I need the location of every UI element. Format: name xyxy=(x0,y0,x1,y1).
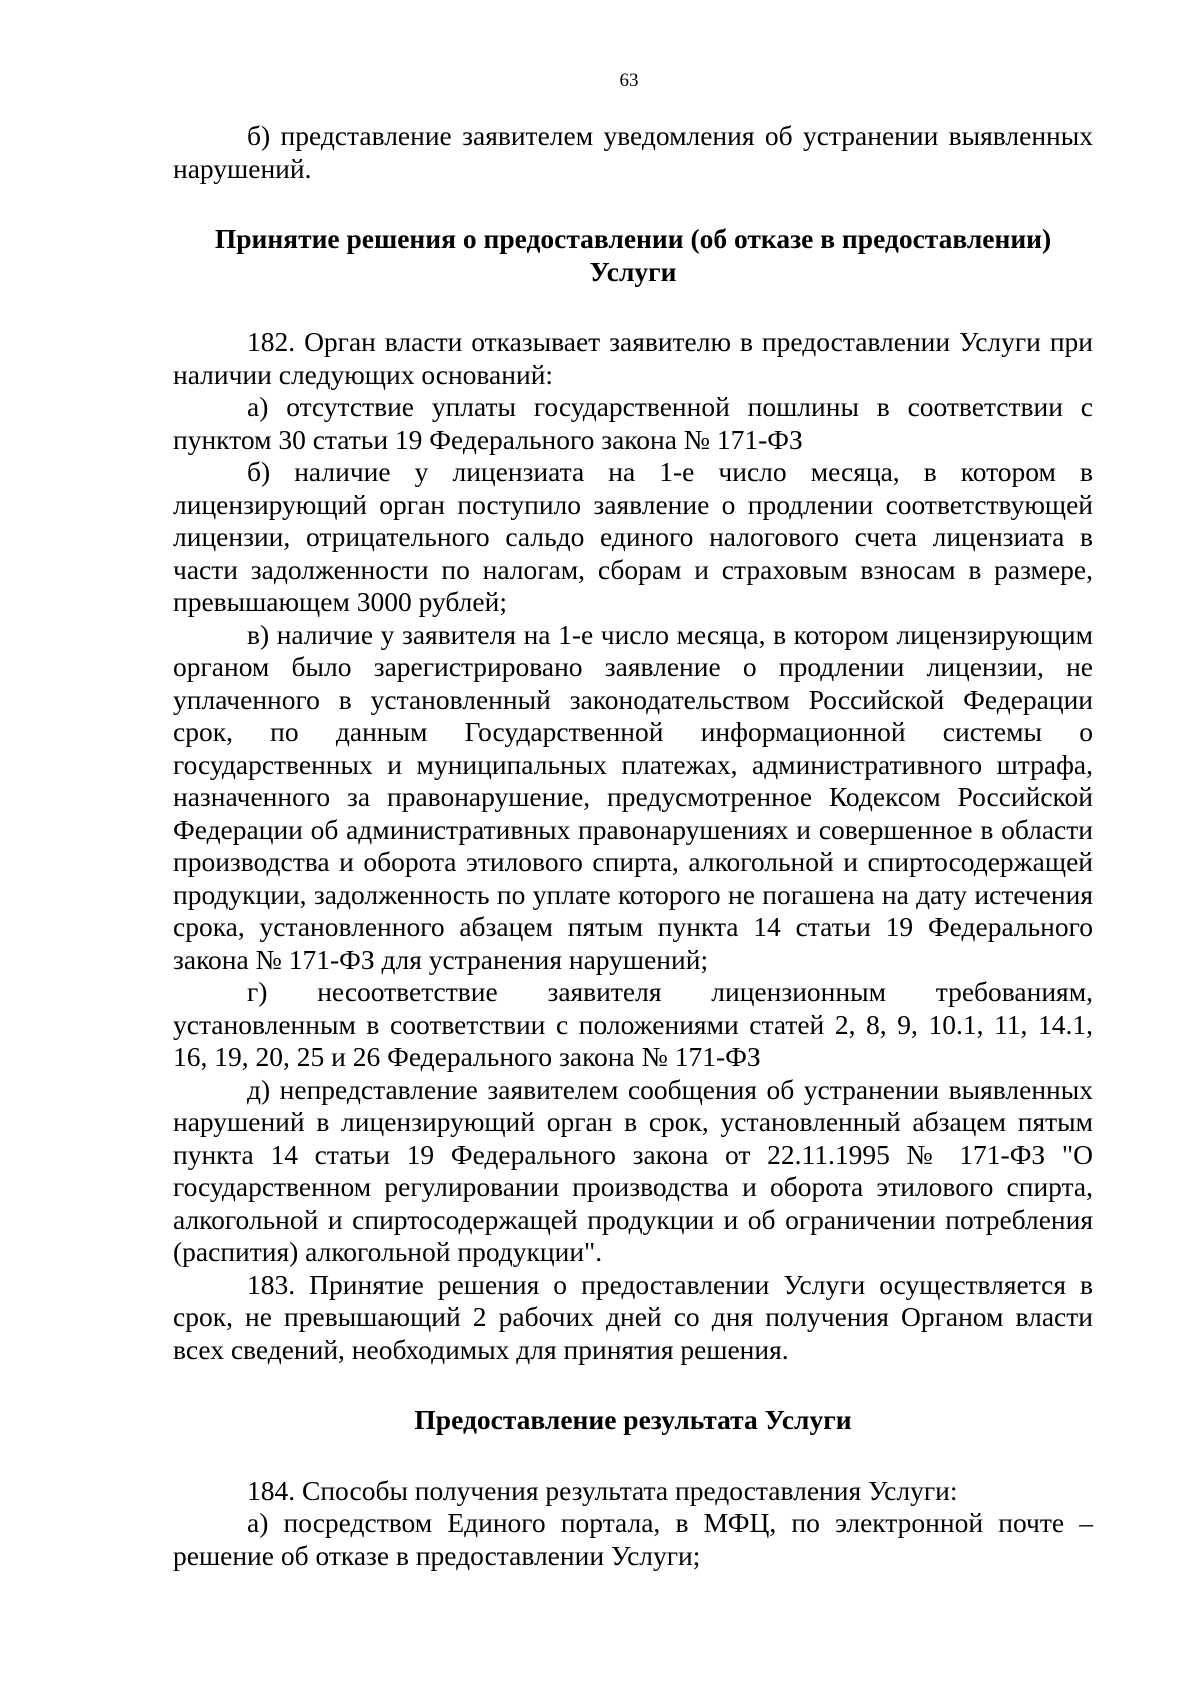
section-heading-decision: Принятие решения о предоставлении (об отказе в предоставлении) Услуги xyxy=(214,223,1052,287)
paragraph-b-notification: б) представление заявителем уведомления об устранении выявленных нарушений. xyxy=(173,120,1093,184)
paragraph-183: 183. Принятие решения о предоставлении Услуги осуществляется в срок, не превышающий 2 рабочих дней со дня получения Органом власти всех сведений, необходимых для принятия решения. xyxy=(173,1268,1093,1365)
document-body xyxy=(173,120,1093,1572)
paragraph-184-a: а) посредством Единого портала, в МФЦ, по электронной почте – решение об отказе в предоставлении Услуги; xyxy=(173,1507,1093,1571)
paragraph-182-b: б) наличие у лицензиата на 1-е число месяца, в котором в лицензирующий орган поступило заявление о продлении соответствующей лицензии, отрицательного сальдо единого налогового счета лицензиата в части задолженности по налогам, сборам и страховым взносам в размере, превышающем 3000 рублей; xyxy=(173,456,1093,617)
paragraph-182-a: а) отсутствие уплаты государственной пошлины в соответствии с пунктом 30 статьи 19 Федерального закона № 171-ФЗ xyxy=(173,391,1093,455)
paragraph-182-g: г) несоответствие заявителя лицензионным требованиям, установленным в соответствии с положениями статей 2, 8, 9, 10.1, 11, 14.1, 16, 19, 20, 25 и 26 Федерального закона № 171-ФЗ xyxy=(173,976,1093,1072)
paragraph-182-d: д) непредставление заявителем сообщения об устранении выявленных нарушений в лицензирующий орган в срок, установленный абзацем пятым пункта 14 статьи 19 Федерального закона от 22.11.1995 № 171-ФЗ "О государственном регулировании производства и оборота этилового спирта, алкогольной и спиртосодержащей продукции и об ограничении потребления (распития) алкогольной продукции". xyxy=(173,1073,1093,1267)
section-heading-result: Предоставление результата Услуги xyxy=(414,1404,852,1435)
paragraph-184: 184. Способы получения результата предоставления Услуги: xyxy=(247,1474,958,1506)
paragraph-182-v: в) наличие у заявителя на 1-е число месяца, в котором лицензирующим органом было зарегистрировано заявление о продлении лицензии, не уплаченного в установленный законодательством Российской Федерации срок, по данным Государственной информационной системы о государственных и муниципальных платежах, административного штрафа, назначенного за правонарушение, предусмотренное Кодексом Российской Федерации об административных правонарушениях и совершенное в области производства и оборота этилового спирта, алкогольной и спиртосодержащей продукции, задолженность по уплате которого не погашена на дату истечения срока, установленного абзацем пятым пункта 14 статьи 19 Федерального закона № 171-ФЗ для устранения нарушений; xyxy=(173,618,1093,975)
page-number: 63 xyxy=(619,70,639,91)
paragraph-182: 182. Орган власти отказывает заявителю в предоставлении Услуги при наличии следующих оснований: xyxy=(173,326,1093,390)
